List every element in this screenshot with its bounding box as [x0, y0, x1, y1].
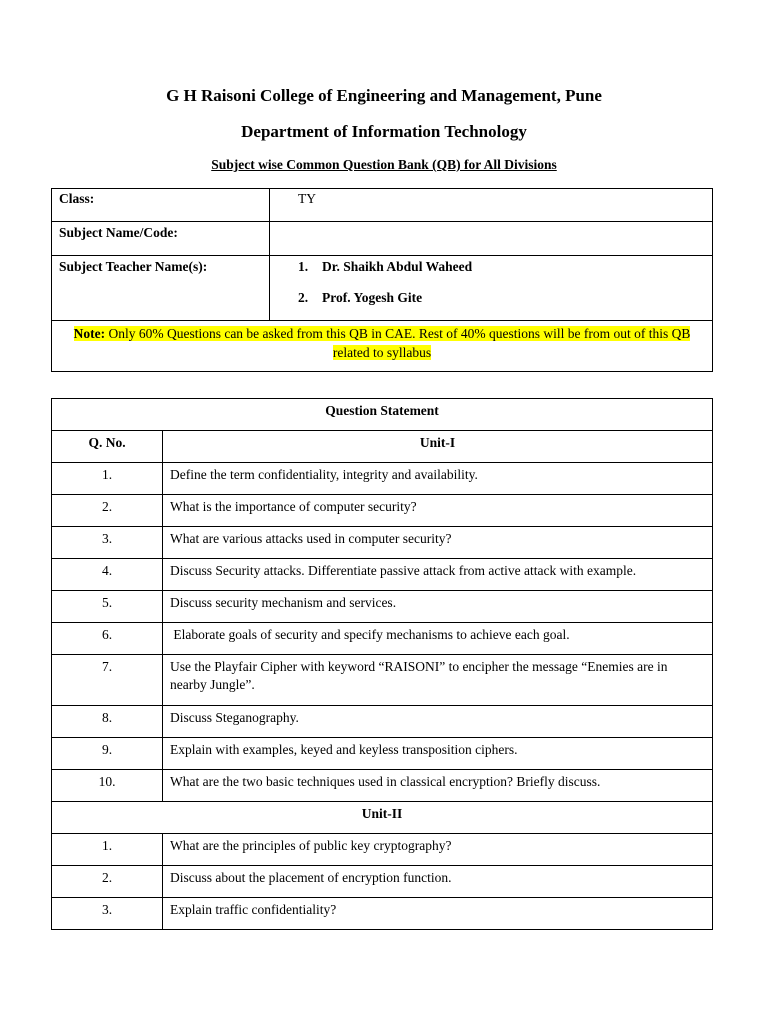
question-text: Discuss security mechanism and services. [163, 591, 713, 623]
class-row [52, 189, 713, 222]
question-number: 4. [52, 559, 163, 591]
teacher-name: Prof. Yogesh Gite [322, 290, 423, 305]
course-info-table [51, 188, 713, 372]
department-name: Department of Information Technology [241, 122, 527, 141]
table-row [52, 527, 713, 559]
table-row [52, 623, 713, 655]
unit1-title: Unit-I [163, 431, 713, 463]
table-row [52, 738, 713, 770]
unit2-header-row [52, 802, 713, 834]
question-number: 1. [52, 463, 163, 495]
note-text: Only 60% Questions can be asked from this QB in CAE. Rest of 40% questions will be from out of this QB related to syllabus [105, 326, 691, 360]
question-number: 7. [52, 655, 163, 706]
question-bank-title: Subject wise Common Question Bank (QB) for All Divisions [211, 157, 557, 172]
subject-label: Subject Name/Code: [52, 222, 270, 256]
table-row [52, 866, 713, 898]
teacher-row [52, 256, 713, 321]
question-text: What is the importance of computer security? [163, 495, 713, 527]
note-label: Note: [73, 326, 106, 341]
college-name: G H Raisoni College of Engineering and Management, Pune [166, 86, 602, 105]
class-value: TY [270, 189, 713, 222]
question-number: 9. [52, 738, 163, 770]
question-text: Explain with examples, keyed and keyless transposition ciphers. [163, 738, 713, 770]
question-text: What are the two basic techniques used in classical encryption? Briefly discuss. [163, 770, 713, 802]
table-row [52, 495, 713, 527]
question-text: Discuss about the placement of encryption function. [163, 866, 713, 898]
teacher-number: 1. [298, 259, 309, 274]
question-number: 2. [52, 495, 163, 527]
class-label: Class: [52, 189, 270, 222]
question-number: 8. [52, 706, 163, 738]
table-row [52, 591, 713, 623]
question-text: Use the Playfair Cipher with keyword “RAISONI” to encipher the message “Enemies are in nearby Jungle”. [163, 655, 713, 706]
question-text: What are various attacks used in computer security? [163, 527, 713, 559]
statement-header-row [52, 399, 713, 431]
statement-header: Question Statement [52, 399, 713, 431]
table-row [52, 706, 713, 738]
question-text: Define the term confidentiality, integrity and availability. [163, 463, 713, 495]
table-row [52, 898, 713, 930]
note-highlight [74, 326, 691, 360]
subject-row [52, 222, 713, 256]
question-text: Discuss Steganography. [163, 706, 713, 738]
note-cell [52, 321, 713, 372]
teacher-number: 2. [298, 290, 309, 305]
question-number: 3. [52, 527, 163, 559]
unit2-title: Unit-II [52, 802, 713, 834]
table-row [52, 463, 713, 495]
note-row [52, 321, 713, 372]
table-row [52, 770, 713, 802]
qno-header: Q. No. [52, 431, 163, 463]
question-text: Explain traffic confidentiality? [163, 898, 713, 930]
table-row [52, 559, 713, 591]
unit1-header-row [52, 431, 713, 463]
teacher-item [298, 290, 684, 305]
teacher-list [270, 256, 713, 321]
question-number: 1. [52, 834, 163, 866]
question-number: 5. [52, 591, 163, 623]
question-table [51, 398, 713, 930]
table-row [52, 834, 713, 866]
question-number: 2. [52, 866, 163, 898]
question-text: Discuss Security attacks. Differentiate passive attack from active attack with example. [163, 559, 713, 591]
subject-value [270, 222, 713, 256]
question-text: What are the principles of public key cryptography? [163, 834, 713, 866]
table-row [52, 655, 713, 706]
teacher-item [298, 259, 684, 274]
question-text: Elaborate goals of security and specify mechanisms to achieve each goal. [163, 623, 713, 655]
teacher-label: Subject Teacher Name(s): [52, 256, 270, 321]
question-number: 3. [52, 898, 163, 930]
teacher-name: Dr. Shaikh Abdul Waheed [322, 259, 473, 274]
question-number: 10. [52, 770, 163, 802]
question-number: 6. [52, 623, 163, 655]
